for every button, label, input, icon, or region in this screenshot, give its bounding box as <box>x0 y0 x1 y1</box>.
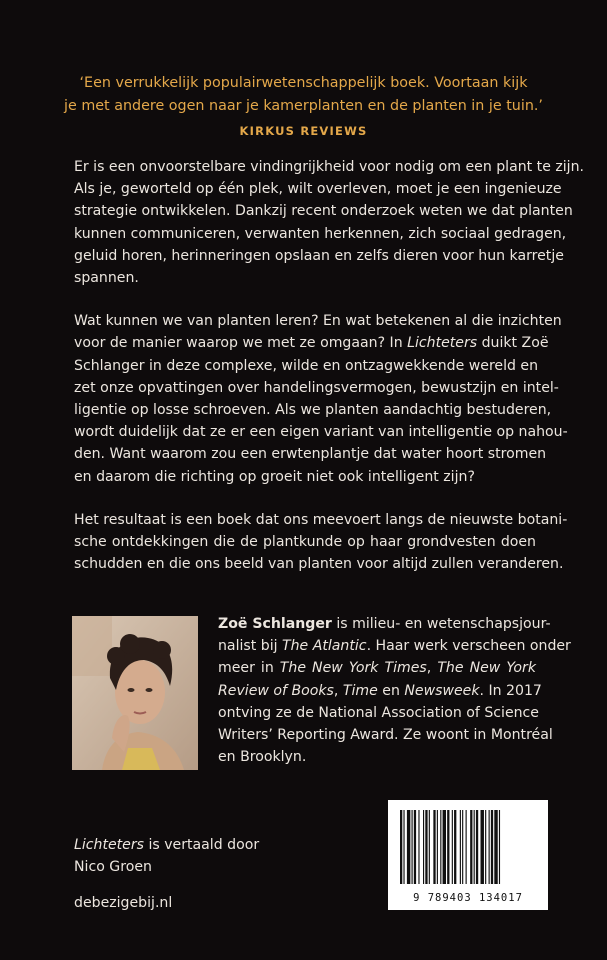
quote-line-2: je met andere ogen naar je kamerplanten en de planten in je tuin.’ <box>64 98 543 114</box>
blurb <box>74 156 584 596</box>
text-line: nalist bij The Atlantic. Haar werk verscheen onder <box>218 638 571 655</box>
text-line: sche ontdekkingen die de plantkunde op haar grondvesten doen <box>74 534 536 551</box>
author-bio <box>218 613 571 768</box>
quote-line-1: ‘Een verrukkelijk populairwetenschappelijk boek. Voortaan kijk <box>79 75 528 91</box>
translator-credit <box>74 834 259 878</box>
publisher-website: debezigebij.nl <box>74 895 173 911</box>
isbn-number: 9 789403 134017 <box>413 892 523 904</box>
book-title: Lichteters <box>74 837 144 853</box>
text-line: kunnen communiceren, verwanten herkennen, zich sociaal gedragen, <box>74 225 567 242</box>
text-line: den. Want waarom zou een erwtenplantje dat water hoort stromen <box>74 446 547 463</box>
text-line: Review of Books, Time en Newsweek. In 2017 <box>218 682 542 699</box>
text-line: strategie ontwikkelen. Dankzij recent onderzoek weten we dat planten <box>74 203 573 220</box>
text-line: voor de manier waarop we met ze omgaan? In Lichteters duikt Zoë <box>74 335 549 352</box>
blurb-paragraph-3 <box>74 509 568 576</box>
text-line: schudden en die ons beeld van planten voor altijd zullen veranderen. <box>74 556 564 573</box>
text-line: Lichteters is vertaald door <box>74 837 260 853</box>
text-line: Schlanger in deze complexe, wilde en ontzagwekkende wereld en <box>74 357 539 374</box>
text-line: geluid horen, herinneringen opslaan en zelfs dieren voor hun karretje <box>74 247 564 264</box>
blurb-paragraph-1 <box>74 156 584 289</box>
author-photo <box>72 616 198 770</box>
text-line: wordt duidelijk dat ze er een eigen variant van intelligentie op nahou- <box>74 424 568 441</box>
text-line: Het resultaat is een boek dat ons meevoert langs de nieuwste botani- <box>74 511 568 528</box>
review-quote <box>60 72 547 143</box>
text-line: Zoë Schlanger is milieu- en wetenschapsjour- <box>218 616 551 632</box>
text-line: meer in The New York Times, The New York <box>218 660 536 677</box>
text-line: zet onze opvattingen over handelingsvermogen, bewustzijn en intel- <box>74 379 559 396</box>
author-name: Zoë Schlanger <box>218 616 332 632</box>
text-line: spannen. <box>74 270 139 287</box>
quote-source: KIRKUS REVIEWS <box>239 124 368 138</box>
text-line: Als je, geworteld op één plek, wilt overleven, moet je een ingenieuze <box>74 181 562 198</box>
text-line: ligentie op losse schroeven. Als we planten aandachtig bestuderen, <box>74 402 552 419</box>
text-line: Wat kunnen we van planten leren? En wat betekenen al die inzichten <box>74 313 562 330</box>
text-line: ontving ze de National Association of Science <box>218 704 539 721</box>
blurb-paragraph-2 <box>74 310 568 488</box>
translator-name: Nico Groen <box>74 859 152 876</box>
isbn-barcode <box>388 800 548 910</box>
text-line: en Brooklyn. <box>218 749 307 766</box>
text-line: Writers’ Reporting Award. Ze woont in Montréal <box>218 727 553 744</box>
text-line: Er is een onvoorstelbare vindingrijkheid voor nodig om een plant te zijn. <box>74 159 584 175</box>
text-line: en daarom die richting op groeit niet ook intelligent zijn? <box>74 468 475 485</box>
book-title: Lichteters <box>407 335 478 352</box>
